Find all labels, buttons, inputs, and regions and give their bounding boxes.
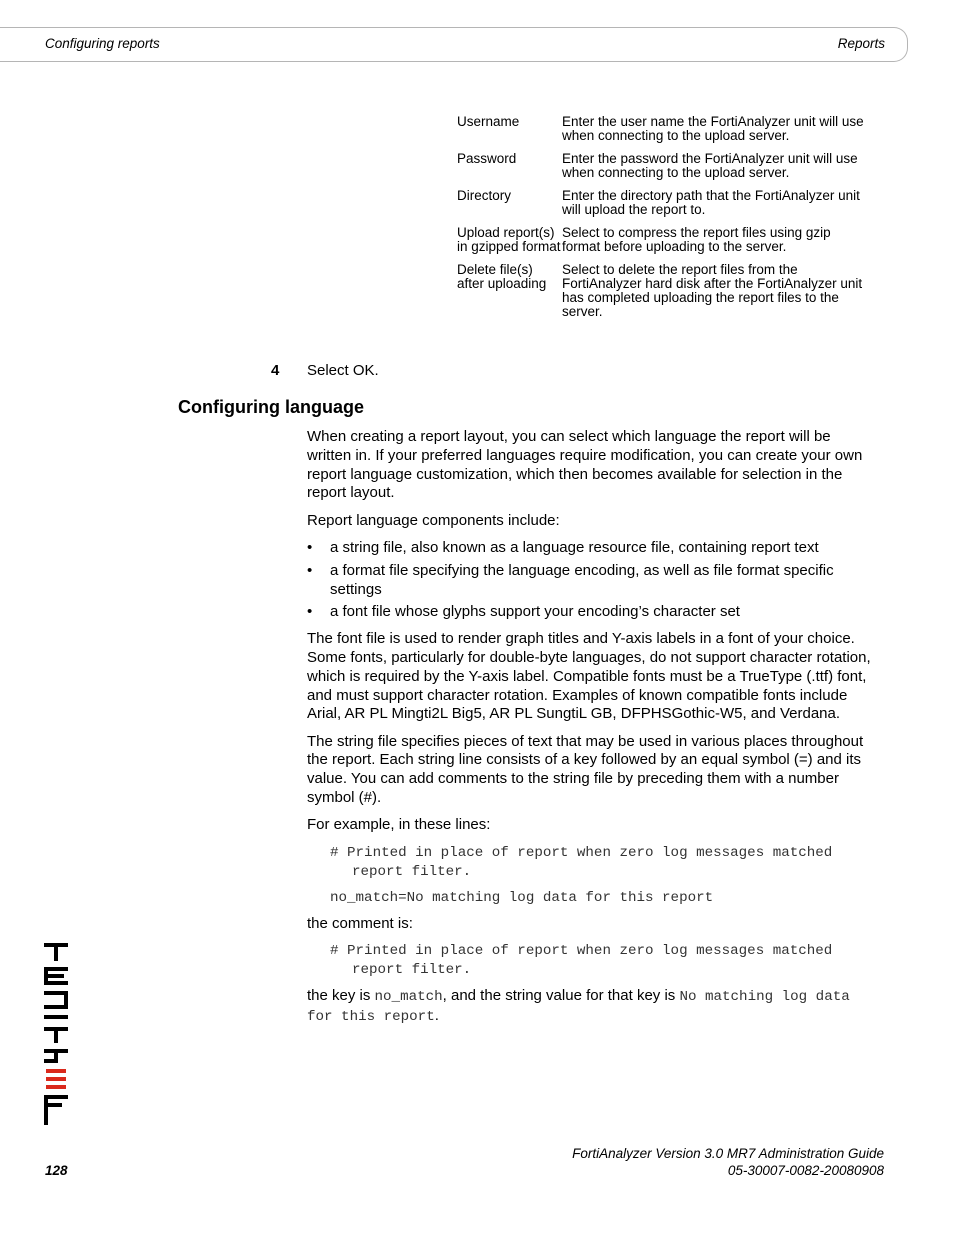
- code-line: no_match=No matching log data for this report: [330, 889, 714, 906]
- code-key: no_match: [374, 988, 443, 1005]
- paragraph: The string file specifies pieces of text that may be used in various places throughout the report. Each string line consists of a key followed by an equal symbol (=) and its value. You can add comments to the string file by preceding them with a number symbol (#).: [307, 732, 864, 807]
- option-name: Password: [457, 151, 517, 166]
- list-item: • a format file specifying the language encoding, as well as file format specific settings: [307, 562, 872, 600]
- option-description: Enter the password the FortiAnalyzer unit will use when connecting to the upload server.: [562, 151, 858, 180]
- text-run: , and the string value for that key is: [442, 986, 680, 1004]
- list-item: • a font file whose glyphs support your encoding’s character set: [307, 603, 872, 622]
- option-name: Delete file(s) after uploading: [457, 262, 547, 291]
- page-number: 128: [45, 1163, 68, 1178]
- code-value: No matching log data for this report: [307, 988, 850, 1025]
- options-table: [457, 115, 867, 328]
- section-heading: Configuring language: [178, 397, 364, 417]
- table-row: [457, 263, 867, 328]
- table-row: [457, 152, 867, 189]
- option-description: Select to compress the report files using gzip format before uploading to the server.: [562, 225, 831, 254]
- option-name: Username: [457, 114, 520, 129]
- code-line: # Printed in place of report when zero log messages matched report filter.: [330, 844, 841, 880]
- fortinet-logo: [44, 943, 68, 1125]
- text-run: .: [434, 1006, 439, 1024]
- option-description: Enter the directory path that the FortiAnalyzer unit will upload the report to.: [562, 188, 860, 217]
- paragraph: For example, in these lines:: [307, 816, 491, 834]
- table-row: [457, 226, 867, 263]
- step-number: 4: [271, 362, 280, 379]
- paragraph: When creating a report layout, you can select which language the report will be written in. If your preferred languages require modification, you can create your own report language customization, which then becomes available for selection in the report layout.: [307, 428, 863, 502]
- list-item: • a string file, also known as a language resource file, containing report text: [307, 539, 872, 558]
- table-row: [457, 115, 867, 152]
- paragraph: The font file is used to render graph titles and Y-axis labels in a font of your choice. Some fonts, particularly for double-byte languages, do not support character rotation, which is required by the Y-axis label. Compatible fonts must be a TrueType (.ttf) font, and must support character rotation. Examples of known compatible fonts include Arial, AR PL Mingti2L Big5, AR PL SungtiL GB, DFPHSGothic-W5, and Verdana.: [307, 630, 871, 723]
- option-description: Select to delete the report files from the FortiAnalyzer hard disk after the FortiAnalyzer unit has completed uploading the report files to the server.: [562, 262, 863, 319]
- procedure-step: [271, 362, 379, 379]
- code-line: # Printed in place of report when zero log messages matched report filter.: [330, 942, 841, 978]
- option-description: Enter the user name the FortiAnalyzer unit will use when connecting to the upload server.: [562, 114, 864, 143]
- paragraph: the comment is:: [307, 914, 413, 932]
- step-text: Select OK.: [307, 362, 379, 379]
- text-run: the key is: [307, 986, 375, 1004]
- footer-guide-title: FortiAnalyzer Version 3.0 MR7 Administration Guide: [572, 1146, 884, 1161]
- header-chapter: Configuring reports: [45, 36, 160, 51]
- paragraph: Report language components include:: [307, 511, 560, 529]
- option-name: Directory: [457, 188, 512, 203]
- bullet-list: [307, 539, 872, 622]
- paragraph: [307, 987, 872, 1027]
- table-row: [457, 189, 867, 226]
- section-body: [307, 428, 872, 1035]
- header-section: Reports: [837, 36, 885, 51]
- option-name: Upload report(s) in gzipped format: [457, 225, 561, 254]
- footer-document-id: 05-30007-0082-20080908: [727, 1163, 884, 1178]
